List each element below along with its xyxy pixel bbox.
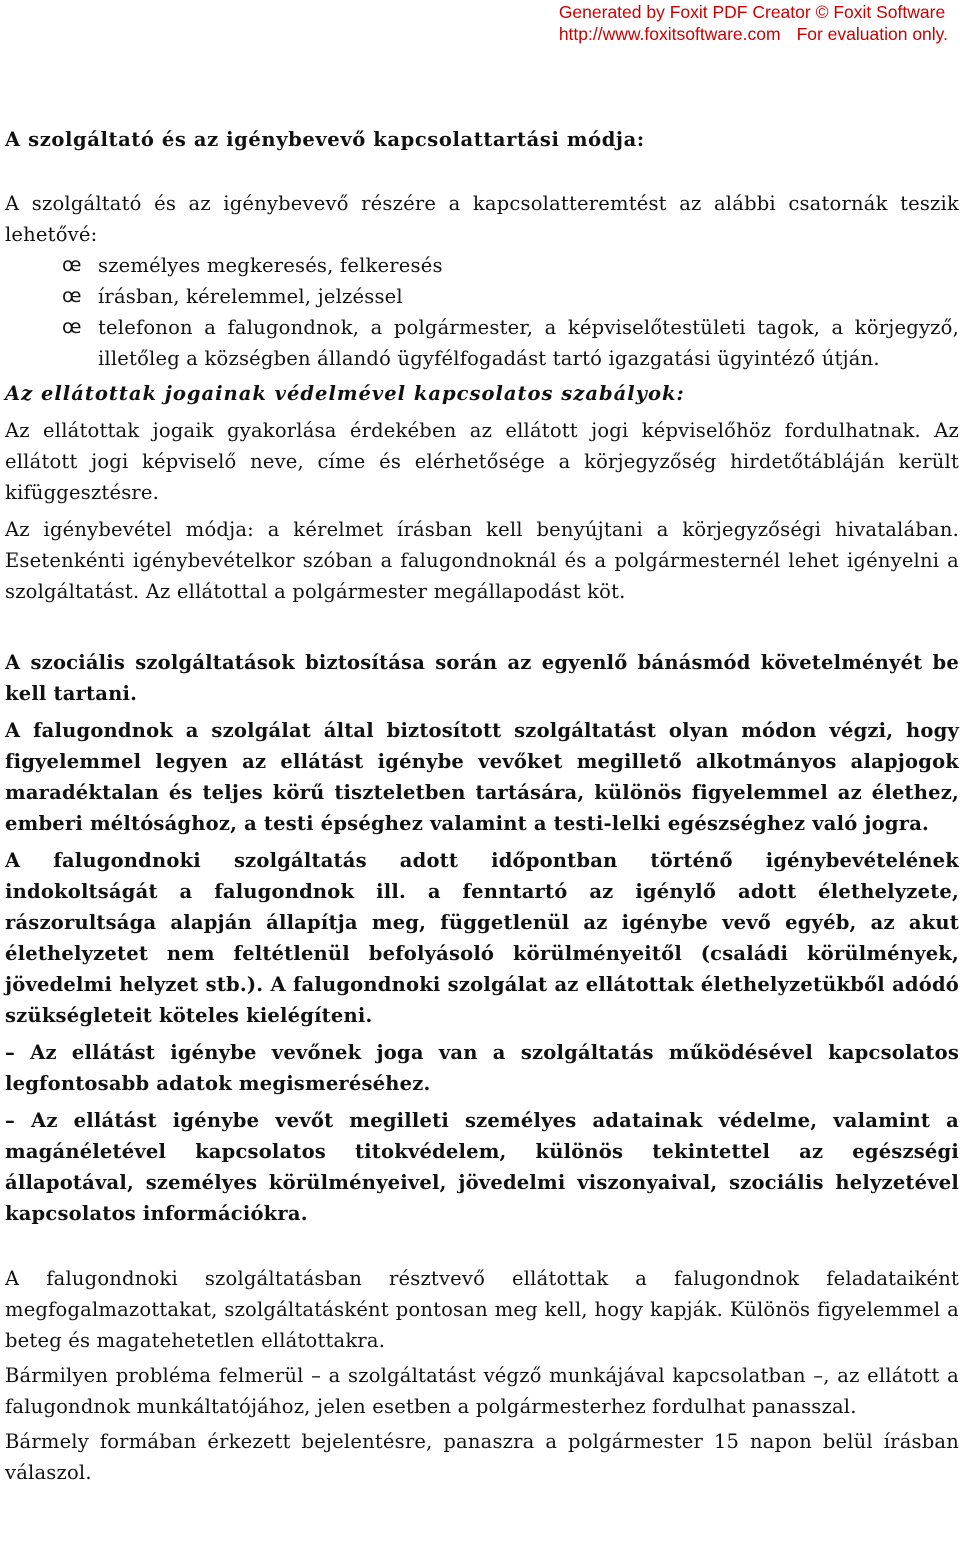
service-justification-paragraph: A falugondnoki szolgáltatás adott időpontban történő igénybevételének indokoltságát a falugondnok ill. a fenntartó az igénylő adott élethelyzete, rászorultsága alapján állapítja meg, függetlenül az igénybe vevő egyéb, az akut élethelyzetet nem feltétlenül befolyásoló körülményeitől (családi körülmények, jövedelmi helyzet stb.). A falugondnoki szolgálat az ellátottak élethelyzetükből adódó szükségleteit köteles kielégíteni. [5,849,959,1027]
service-delivery-paragraph: A falugondnoki szolgáltatásban résztvevő ellátottak a falugondnok feladataiként megfogalmazottakat, szolgáltatásként pontosan meg kell, hogy kapják. Különös figyelemmel a beteg és magatehetetlen ellátottakra. [5,1267,959,1352]
intro-paragraph: A szolgáltató és az igénybevevő részére a kapcsolatteremtést az alábbi csatornák teszik lehetővé: [5,192,959,246]
list-item-text: írásban, kérelemmel, jelzéssel [98,285,403,308]
watermark-line-1: Generated by Foxit PDF Creator © Foxit Software [558,2,946,22]
list-item-text: személyes megkeresés, felkeresés [98,254,443,277]
watermark-line-2 [559,23,948,45]
data-protection-paragraph: – Az ellátást igénybe vevőt megilleti személyes adatainak védelme, valamint a magánéletével kapcsolatos titokvédelem, különös tekintettel az egészségi állapotával, személyes körülményeivel, jövedelmi viszonyaival, szociális helyzetével kapcsolatos információkra. [5,1109,959,1225]
contact-channels-list [5,250,959,374]
complaint-paragraph: Bármilyen probléma felmerül – a szolgáltatást végző munkájával kapcsolatban –, az ellátott a falugondnok munkáltatójához, jelen esetben a polgármesterhez fordulhat panasszal. [5,1364,959,1418]
list-item-text: telefonon a falugondnok, a polgármester, a képviselőtestületi tagok, a körjegyző, illetőleg a községben állandó ügyfélfogadást tartó igazgatási ügyintéző útján. [98,316,959,370]
heading-rights: Az ellátottak jogainak védelmével kapcsolatos szabályok: [5,382,685,405]
bullet-icon: œ [62,254,82,276]
list-item [5,250,959,281]
list-item [5,281,959,312]
rights-paragraph: Az ellátottak jogaik gyakorlása érdekében az ellátott jogi képviselőhöz fordulhatnak. Az ellátott jogi képviselő neve, címe és elérhetősége a körjegyzőség hirdetőtábláján került kifüggesztésre. [5,419,959,504]
heading-contact: A szolgáltató és az igénybevevő kapcsolattartási módja: [5,128,645,151]
information-right-paragraph: – Az ellátást igénybe vevőnek joga van a szolgáltatás működésével kapcsolatos legfontosabb adatok megismeréséhez. [5,1041,959,1095]
equal-treatment-paragraph: A szociális szolgáltatások biztosítása során az egyenlő bánásmód követelményét be kell tartani. [5,651,959,705]
response-paragraph: Bármely formában érkezett bejelentésre, panaszra a polgármester 15 napon belül írásban válaszol. [5,1430,959,1484]
fundamental-rights-paragraph: A falugondnok a szolgálat által biztosított szolgáltatást olyan módon végzi, hogy figyelemmel legyen az ellátást igénybe vevőket megillető alkotmányos alapjogok maradéktalan és teljes körű tiszteletben tartására, különös figyelemmel az élethez, emberi méltósághoz, a testi épséghez valamint a testi-lelki egészséghez való jogra. [5,719,959,835]
bullet-icon: œ [62,285,82,307]
document-page [5,124,959,1488]
bullet-icon: œ [62,316,82,338]
list-item [5,312,959,374]
foxit-watermark [559,1,948,45]
watermark-url: http://www.foxitsoftware.com [558,24,781,44]
watermark-note: For evaluation only. [796,24,948,44]
application-paragraph: Az igénybevétel módja: a kérelmet írásban kell benyújtani a körjegyzőségi hivatalában. Esetenkénti igénybevételkor szóban a falugondnoknál és a polgármesternél lehet igényelni a szolgáltatást. Az ellátottal a polgármester megállapodást köt. [5,518,959,603]
